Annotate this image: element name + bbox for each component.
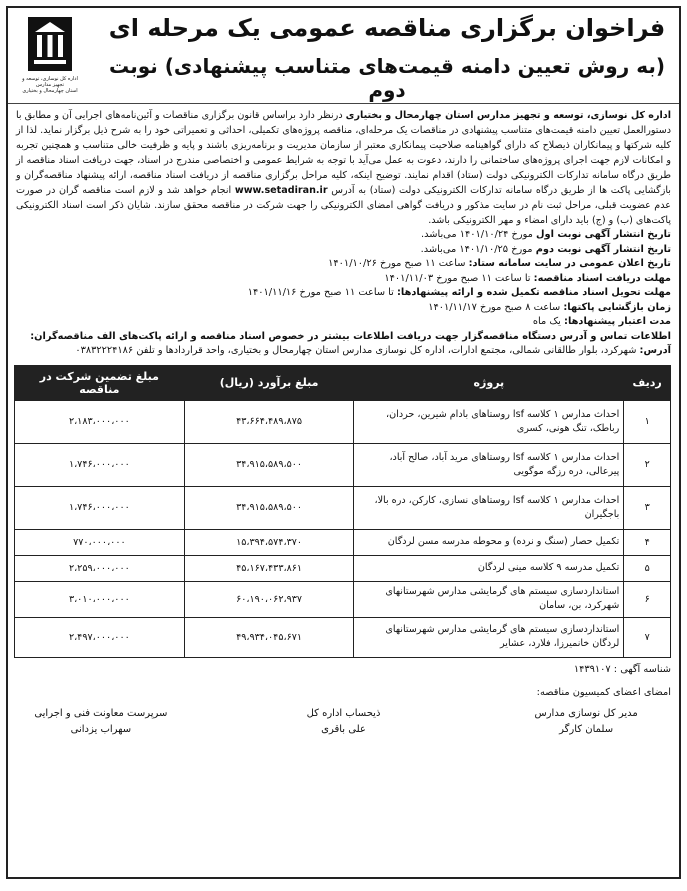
signature-block — [20, 706, 182, 738]
notice-footer — [8, 658, 679, 704]
detail-value: ساعت ۱۱ صبح مورخ ۱۴۰۱/۱۰/۲۶ — [328, 258, 466, 269]
detail-line — [16, 243, 671, 258]
table-row — [15, 443, 671, 486]
estimate-amount: ۱۵،۳۹۴،۵۷۴،۳۷۰ — [184, 529, 354, 555]
detail-line — [16, 257, 671, 272]
signature-block — [263, 706, 425, 738]
intro-text-2: انجام خواهد شد و لازم است مناقصه گران در صورت عدم عضویت قبلی، مراحل ثبت نام در سایت مذکور و دریافت گواهی امضای الکترونیکی را جهت شرکت در مناقصه محقق سازند. شایان ذکر است اسناد الکترونیکی پاکت‌های (ب) و (ج) باید دارای امضاء و مهر الکترونیکی باشد. — [16, 185, 671, 226]
intro-text: درنظر دارد براساس قانون برگزاری مناقصات و آئین‌نامه‌های اجرایی آن و مطابق با دستورالعمل تعیین دامنه قیمت‌های متناسب پیشنهادی در مناقصات یک مرحله‌ای، مناقصه پروژه‌های تکمیلی، احداثی و تعمیراتی خود را به شرح ذیل برگزار نماید. لذا از کلیه شرکتها و پیمانکاران ذیصلاح که دارای گواهینامه صلاحیت پیمانکاری معتبر از سازمان مدیریت و برنامه‌ریزی باشند و پایه و ظرفیت خالی متناسب و همچنین تجربه و امکانات لازم جهت اجرای پروژه‌های ساختمانی را دارند، دعوت به عمل می‌آید با توجه به شرایط عمومی و اختصاصی مندرج در اسناد، جهت دریافت اسناد مناقصه از طریق درگاه سامانه تدارکات الکترونیکی دولت (ستاد) اقدام نمایند. توضیح اینکه، کلیه مراحل برگزاری مناقصه از دریافت اسناد مناقصه، ارائه پیشنهاد مناقصه‌گران و بازگشایی پاکت ها از طریق درگاه سامانه تدارکات الکترونیکی دولت (ستاد) به آدرس — [16, 110, 671, 196]
estimate-amount: ۳۴،۹۱۵،۵۸۹،۵۰۰ — [184, 486, 354, 529]
row-number: ۳ — [624, 486, 671, 529]
estimate-amount: ۴۹،۹۳۴،۰۴۵،۶۷۱ — [184, 617, 354, 657]
guarantee-amount: ۱،۷۴۶،۰۰۰،۰۰۰ — [15, 443, 185, 486]
project-name: تکمیل مدرسه ۹ کلاسه مینی لردگان — [354, 555, 624, 581]
guarantee-amount: ۲،۴۹۷،۰۰۰،۰۰۰ — [15, 617, 185, 657]
projects-table — [14, 365, 671, 658]
detail-line — [16, 228, 671, 243]
row-number: ۵ — [624, 555, 671, 581]
organization-name: اداره کل نوسازی، توسعه و تجهیز مدارس استان چهارمحال و بختیاری — [345, 110, 671, 121]
logo-text: اداره کل نوسازی، توسعه و تجهیز مدارس — [22, 76, 78, 88]
ad-id-line — [16, 662, 671, 677]
logo-text: استان چهارمحال و بختیاری — [22, 88, 78, 94]
guarantee-amount: ۳،۰۱۰،۰۰۰،۰۰۰ — [15, 581, 185, 617]
row-number: ۴ — [624, 529, 671, 555]
detail-label: مهلت تحویل اسناد مناقصه تکمیل شده و ارائه پیشنهادها: — [397, 287, 671, 298]
row-number: ۱ — [624, 400, 671, 443]
column-header-estimate: مبلغ برآورد (ریال) — [184, 365, 354, 400]
detail-line — [16, 286, 671, 301]
project-name: استانداردسازی سیستم های گرمایشی مدارس شهرستانهای شهرکرد، بن، سامان — [354, 581, 624, 617]
table-row — [15, 581, 671, 617]
detail-value: تا ساعت ۱۱ صبح مورخ ۱۴۰۱/۱۱/۰۳ — [384, 272, 531, 284]
website-link[interactable]: www.setadiran.ir — [234, 185, 328, 196]
committee-signatures — [8, 706, 679, 738]
detail-line — [16, 315, 671, 330]
column-header-guarantee: مبلغ تضمین شرکت در مناقصه — [15, 365, 185, 400]
detail-value: یک ماه — [532, 316, 561, 327]
row-number: ۶ — [624, 581, 671, 617]
header — [8, 8, 679, 104]
ad-id-value: ۱۴۳۹۱۰۷ — [573, 663, 611, 675]
table-row — [15, 529, 671, 555]
detail-label: تاریخ انتشار آگهی نوبت دوم — [535, 243, 671, 255]
detail-value: مورخ ۱۴۰۱/۱۰/۲۴ می‌باشد. — [421, 229, 533, 240]
notice-title: فراخوان برگزاری مناقصه عمومی یک مرحله ای — [108, 14, 666, 42]
detail-value: تا ساعت ۱۱ صبح مورخ ۱۴۰۱/۱۱/۱۶ — [247, 287, 394, 298]
address-value: شهرکرد، بلوار طالقانی شمالی، مجتمع ادارات، اداره کل نوسازی مدارس استان چهارمحال و بختیاری، واحد قراردادها و تلفن ۰۳۸۳۲۲۲۴۱۸۶ — [75, 345, 637, 356]
member-role: ذیحساب اداره کل — [306, 707, 381, 719]
tender-details — [8, 228, 679, 359]
detail-label: تاریخ اعلان عمومی در سایت سامانه ستاد: — [468, 258, 671, 269]
guarantee-amount: ۲،۱۸۳،۰۰۰،۰۰۰ — [15, 400, 185, 443]
detail-label: مهلت دریافت اسناد مناقصه: — [533, 272, 671, 284]
detail-label: اطلاعات تماس و آدرس دستگاه مناقصه‌گزار جهت دریافت اطلاعات بیشتر در خصوص اسناد مناقصه و ارائه پاکت‌های الف مناقصه‌گران: — [30, 330, 671, 342]
building-emblem-icon — [27, 16, 73, 72]
project-name: احداث مدارس ۱ کلاسه lsf روستاهای بادام شیرین، حردان، رباطک، تنگ هونی، کسری — [354, 400, 624, 443]
member-name: سهراب یزدانی — [70, 723, 132, 735]
column-header-project: پروژه — [354, 365, 624, 400]
address-label: آدرس: — [639, 345, 671, 356]
guarantee-amount: ۱،۷۴۶،۰۰۰،۰۰۰ — [15, 486, 185, 529]
member-role: سرپرست معاونت فنی و اجرایی — [34, 707, 168, 719]
member-name: علی باقری — [321, 723, 366, 735]
table-row — [15, 400, 671, 443]
column-header-row-number: ردیف — [624, 365, 671, 400]
address-line — [16, 344, 671, 359]
notice-subtitle: (به روش تعیین دامنه قیمت‌های متناسب پیشنهادی) نوبت دوم — [109, 54, 665, 102]
estimate-amount: ۴۳،۶۶۴،۴۸۹،۸۷۵ — [184, 400, 354, 443]
row-number: ۷ — [624, 617, 671, 657]
table-row — [15, 555, 671, 581]
project-name: احداث مدارس ۱ کلاسه lsf روستاهای مرید آباد، صالح آباد، پیرعالی، دره رزگه موگویی — [354, 443, 624, 486]
table-row — [15, 617, 671, 657]
project-name: احداث مدارس ۱ کلاسه lsf روستاهای نسازی، کارکن، دره بالا، باجگیران — [354, 486, 624, 529]
ad-id-label: شناسه آگهی : — [613, 663, 671, 675]
detail-value: ساعت ۸ صبح مورخ ۱۴۰۱/۱۱/۱۷ — [428, 301, 561, 313]
detail-label: تاریخ انتشار آگهی نوبت اول — [536, 229, 671, 240]
row-number: ۲ — [624, 443, 671, 486]
estimate-amount: ۳۴،۹۱۵،۵۸۹،۵۰۰ — [184, 443, 354, 486]
detail-line — [16, 301, 671, 316]
member-role: مدیر کل نوسازی مدارس — [534, 707, 638, 719]
guarantee-amount: ۷۷۰،۰۰۰،۰۰۰ — [15, 529, 185, 555]
signature-block — [505, 706, 667, 738]
estimate-amount: ۴۵،۱۶۷،۴۳۳،۸۶۱ — [184, 555, 354, 581]
intro-paragraph — [8, 104, 679, 228]
table-row — [15, 486, 671, 529]
detail-label: زمان بازگشایی پاکتها: — [563, 301, 671, 313]
project-name: تکمیل حصار (سنگ و نرده) و محوطه مدرسه مسن لردگان — [354, 529, 624, 555]
estimate-amount: ۶۰،۱۹۰،۰۶۲،۹۳۷ — [184, 581, 354, 617]
project-name: استانداردسازی سیستم های گرمایشی مدارس شهرستانهای لردگان خانمیرزا، فلارد، عشایر — [354, 617, 624, 657]
detail-value: مورخ ۱۴۰۱/۱۰/۲۵ می‌باشد. — [420, 243, 533, 255]
detail-line — [16, 330, 671, 345]
tender-notice — [6, 6, 681, 879]
member-name: سلمان کارگر — [559, 723, 614, 735]
committee-title: امضای اعضای کمیسیون مناقصه: — [536, 686, 671, 698]
organization-logo — [16, 16, 84, 96]
detail-label: مدت اعتبار پیشنهادها: — [564, 316, 671, 327]
guarantee-amount: ۲،۲۵۹،۰۰۰،۰۰۰ — [15, 555, 185, 581]
table-header-row — [15, 365, 671, 400]
detail-line — [16, 272, 671, 287]
